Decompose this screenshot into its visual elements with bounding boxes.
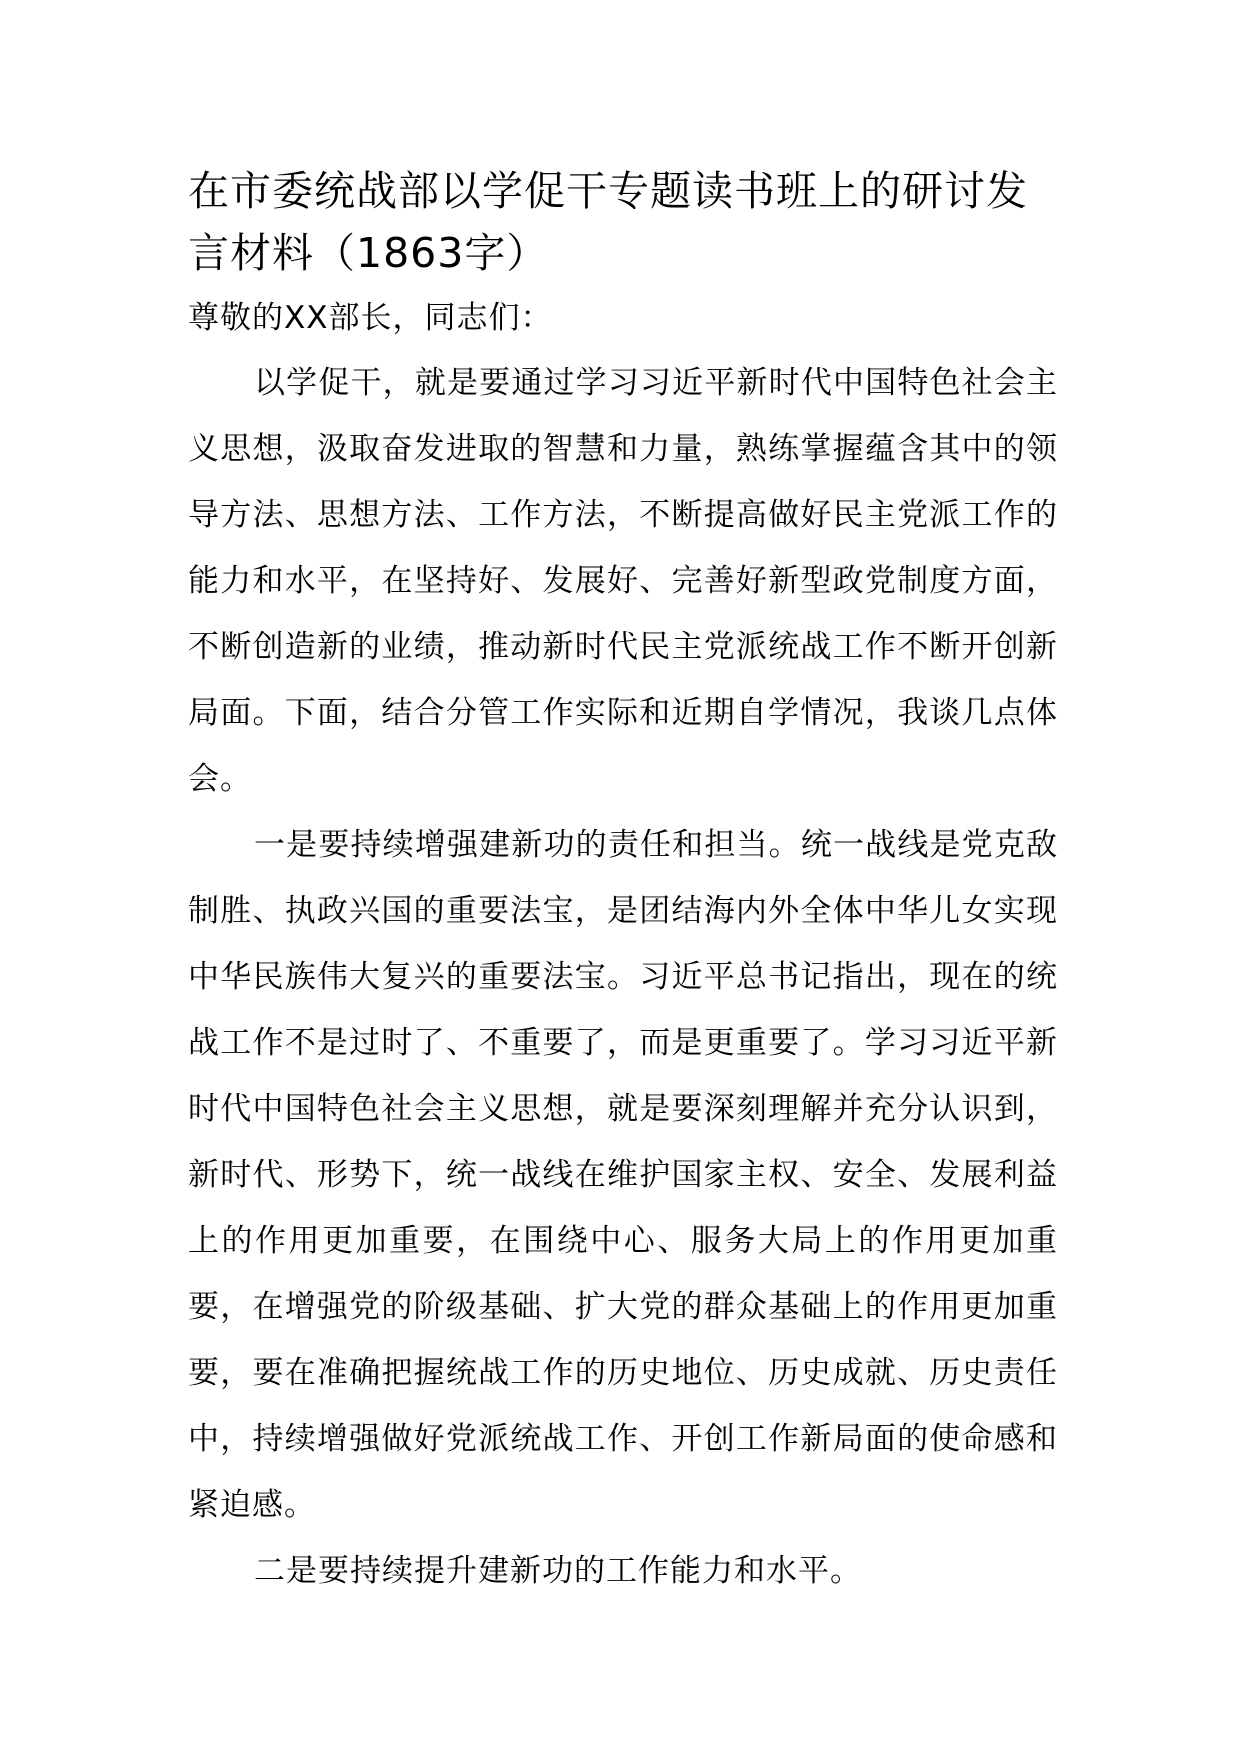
document-page <box>188 160 1058 1604</box>
paragraph-point-one: 一是要持续增强建新功的责任和担当。统一战线是党克敌制胜、执政兴国的重要法宝，是团结海内外全体中华儿女实现中华民族伟大复兴的重要法宝。习近平总书记指出，现在的统战工作不是过时了、不重要了，而是更重要了。学习习近平新时代中国特色社会主义思想，就是要深刻理解并充分认识到，新时代、形势下，统一战线在维护国家主权、安全、发展利益上的作用更加重要，在围绕中心、服务大局上的作用更加重要，在增强党的阶级基础、扩大党的群众基础上的作用更加重要，要在准确把握统战工作的历史地位、历史成就、历史责任中，持续增强做好党派统战工作、开创工作新局面的使命感和紧迫感。 <box>188 827 1058 1523</box>
salutation: 尊敬的XX部长，同志们： <box>188 300 553 336</box>
document-title: 在市委统战部以学促干专题读书班上的研讨发言材料（1863字） <box>188 167 1028 277</box>
paragraph-point-two: 二是要持续提升建新功的工作能力和水平。 <box>254 1553 862 1589</box>
paragraph-intro: 以学促干，就是要通过学习习近平新时代中国特色社会主义思想，汲取奋发进取的智慧和力量，熟练掌握蕴含其中的领导方法、思想方法、工作方法，不断提高做好民主党派工作的能力和水平，在坚持好、发展好、完善好新型政党制度方面，不断创造新的业绩，推动新时代民主党派统战工作不断开创新局面。下面，结合分管工作实际和近期自学情况，我谈几点体会。 <box>188 365 1058 797</box>
